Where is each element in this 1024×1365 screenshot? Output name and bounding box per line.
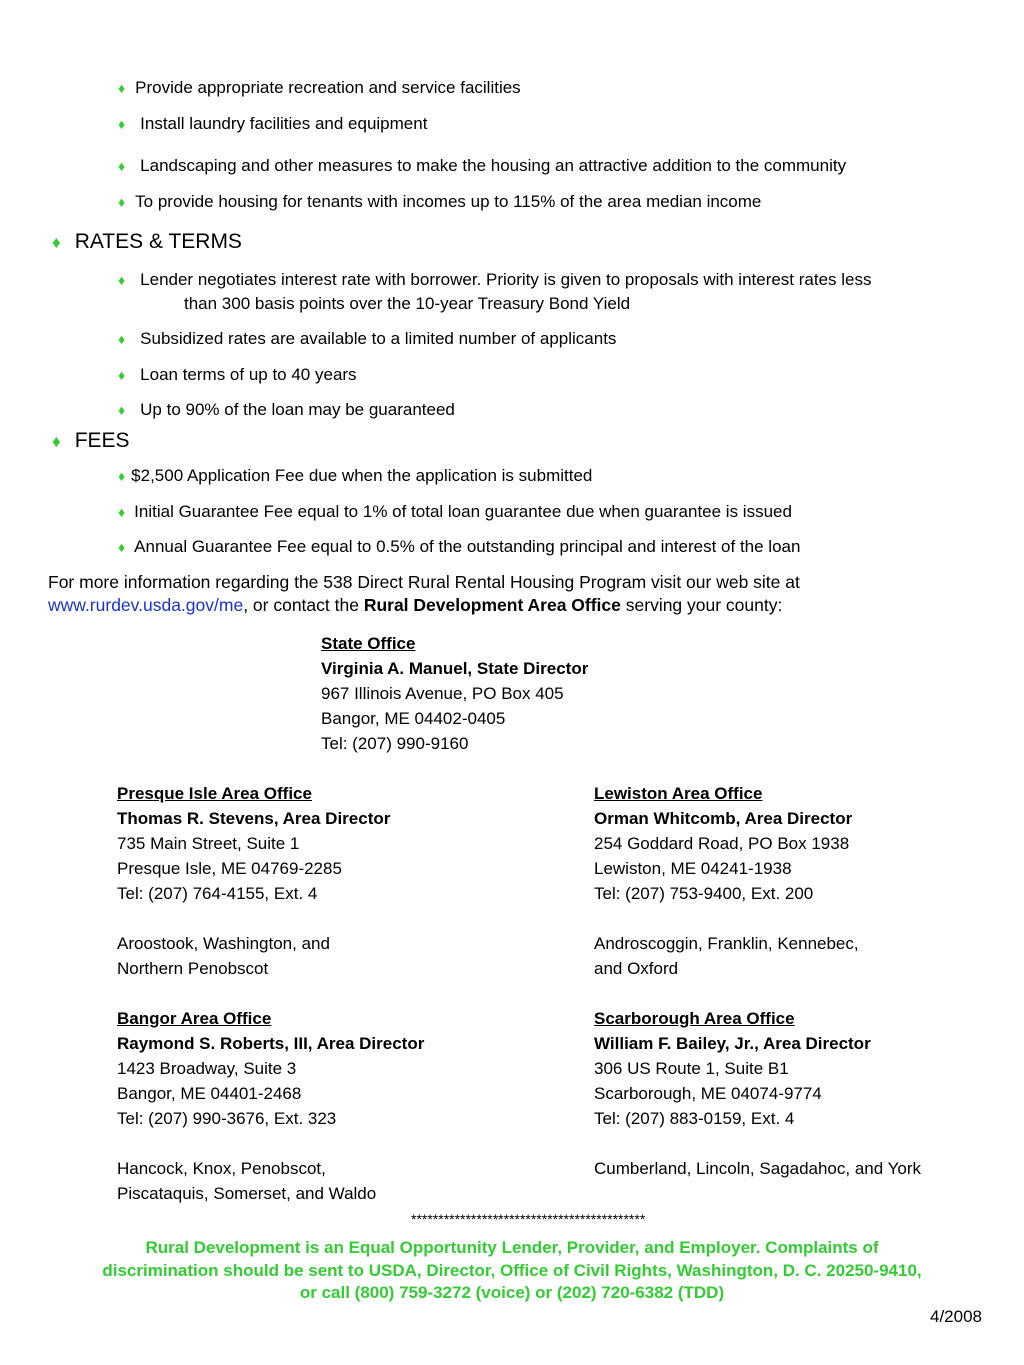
- office-address: 254 Goddard Road, PO Box 1938: [594, 834, 850, 853]
- bullet-continuation: than 300 basis points over the 10-year Treasury Bond Yield: [184, 294, 631, 313]
- bullet-text: Annual Guarantee Fee equal to 0.5% of the outstanding principal and interest of the loan: [134, 537, 801, 556]
- office-address: 967 Illinois Avenue, PO Box 405: [321, 684, 564, 703]
- bullet-item: [118, 465, 592, 487]
- office-city: Presque Isle, ME 04769-2285: [117, 859, 342, 878]
- office-director: Thomas R. Stevens, Area Director: [117, 809, 391, 828]
- bullet-item: [118, 77, 521, 99]
- bullet-text: Loan terms of up to 40 years: [140, 365, 357, 384]
- notice-line: Rural Development is an Equal Opportunity Lender, Provider, and Employer. Complaints of: [145, 1238, 879, 1257]
- office-tel: Tel: (207) 753-9400, Ext. 200: [594, 884, 814, 903]
- diamond-bullet-icon: ♦: [118, 116, 126, 132]
- website-link[interactable]: www.rurdev.usda.gov/me: [48, 595, 244, 615]
- diamond-bullet-icon: ♦: [118, 468, 126, 484]
- office-presque-isle: [117, 781, 390, 981]
- bullet-item: [118, 536, 800, 558]
- bullet-item: [118, 113, 427, 135]
- office-address: 306 US Route 1, Suite B1: [594, 1059, 789, 1078]
- bullet-text: Initial Guarantee Fee equal to 1% of total loan guarantee due when guarantee is issued: [134, 502, 792, 521]
- diamond-bullet-icon: ♦: [118, 272, 126, 288]
- document-date: 4/2008: [930, 1307, 982, 1326]
- notice-line: discrimination should be sent to USDA, Director, Office of Civil Rights, Washington, D. C. 20250-9410,: [102, 1260, 922, 1280]
- office-counties: Piscataquis, Somerset, and Waldo: [117, 1184, 377, 1203]
- office-city: Bangor, ME 04402-0405: [321, 709, 506, 728]
- bullet-text: Lender negotiates interest rate with borrower. Priority is given to proposals with interest rates less: [140, 270, 872, 289]
- bullet-text: Subsidized rates are available to a limited number of applicants: [140, 329, 617, 348]
- diamond-bullet-icon: ♦: [52, 432, 61, 451]
- info-line-1: For more information regarding the 538 Direct Rural Rental Housing Program visit our web site at: [48, 572, 800, 592]
- bullet-text: Provide appropriate recreation and service facilities: [135, 78, 521, 97]
- office-city: Scarborough, ME 04074-9774: [594, 1084, 822, 1103]
- heading-text: RATES & TERMS: [74, 230, 242, 253]
- bullet-item: [118, 328, 616, 350]
- bullet-item: [118, 269, 872, 291]
- equal-opportunity-notice: [40, 1237, 984, 1305]
- office-bangor: [117, 1006, 424, 1206]
- office-director: Raymond S. Roberts, III, Area Director: [117, 1034, 425, 1053]
- bullet-item: [118, 364, 357, 386]
- office-tel: Tel: (207) 990-3676, Ext. 323: [117, 1109, 337, 1128]
- diamond-bullet-icon: ♦: [118, 504, 126, 520]
- heading-text: FEES: [74, 429, 130, 452]
- office-city: Bangor, ME 04401-2468: [117, 1084, 302, 1103]
- office-scarborough: [594, 1006, 921, 1181]
- office-title: Lewiston Area Office: [594, 784, 763, 803]
- bullet-item: [118, 191, 761, 213]
- section-heading-rates: [52, 229, 242, 256]
- diamond-bullet-icon: ♦: [118, 194, 126, 210]
- bullet-text: To provide housing for tenants with incomes up to 115% of the area median income: [135, 192, 762, 211]
- separator: *******************************************: [411, 1211, 646, 1227]
- office-title: State Office: [321, 634, 416, 653]
- office-tel: Tel: (207) 990-9160: [321, 734, 469, 753]
- office-counties: Cumberland, Lincoln, Sagadahoc, and York: [594, 1159, 922, 1178]
- bullet-text: Landscaping and other measures to make the housing an attractive addition to the community: [140, 156, 847, 175]
- office-city: Lewiston, ME 04241-1938: [594, 859, 792, 878]
- info-text: serving your county:: [620, 595, 783, 615]
- bullet-item: [118, 399, 455, 421]
- office-title: Presque Isle Area Office: [117, 784, 312, 803]
- diamond-bullet-icon: ♦: [52, 233, 61, 252]
- notice-line: or call (800) 759-3272 (voice) or (202) 720-6382 (TDD): [299, 1283, 725, 1302]
- bullet-item: [118, 501, 792, 523]
- diamond-bullet-icon: ♦: [118, 331, 126, 347]
- diamond-bullet-icon: ♦: [118, 80, 126, 96]
- office-director: Virginia A. Manuel, State Director: [321, 659, 589, 678]
- office-address: 735 Main Street, Suite 1: [117, 834, 300, 853]
- office-tel: Tel: (207) 883-0159, Ext. 4: [594, 1109, 795, 1128]
- diamond-bullet-icon: ♦: [118, 539, 126, 555]
- office-lewiston: [594, 781, 859, 981]
- office-counties: Northern Penobscot: [117, 959, 269, 978]
- diamond-bullet-icon: ♦: [118, 367, 126, 383]
- office-counties: Aroostook, Washington, and: [117, 934, 330, 953]
- area-office-label: Rural Development Area Office: [363, 595, 621, 615]
- info-line-2: [48, 594, 782, 617]
- bullet-text: Up to 90% of the loan may be guaranteed: [140, 400, 455, 419]
- state-office: [321, 631, 588, 756]
- office-title: Bangor Area Office: [117, 1009, 272, 1028]
- diamond-bullet-icon: ♦: [118, 402, 126, 418]
- bullet-text: $2,500 Application Fee due when the application is submitted: [131, 466, 593, 485]
- office-director: Orman Whitcomb, Area Director: [594, 809, 853, 828]
- office-tel: Tel: (207) 764-4155, Ext. 4: [117, 884, 318, 903]
- office-title: Scarborough Area Office: [594, 1009, 795, 1028]
- office-director: William F. Bailey, Jr., Area Director: [594, 1034, 871, 1053]
- bullet-item: [118, 155, 846, 177]
- bullet-text: Install laundry facilities and equipment: [140, 114, 428, 133]
- info-text: , or contact the: [243, 595, 364, 615]
- section-heading-fees: [52, 428, 130, 455]
- office-counties: Androscoggin, Franklin, Kennebec,: [594, 934, 859, 953]
- office-counties: and Oxford: [594, 959, 679, 978]
- office-address: 1423 Broadway, Suite 3: [117, 1059, 297, 1078]
- diamond-bullet-icon: ♦: [118, 158, 126, 174]
- office-counties: Hancock, Knox, Penobscot,: [117, 1159, 326, 1178]
